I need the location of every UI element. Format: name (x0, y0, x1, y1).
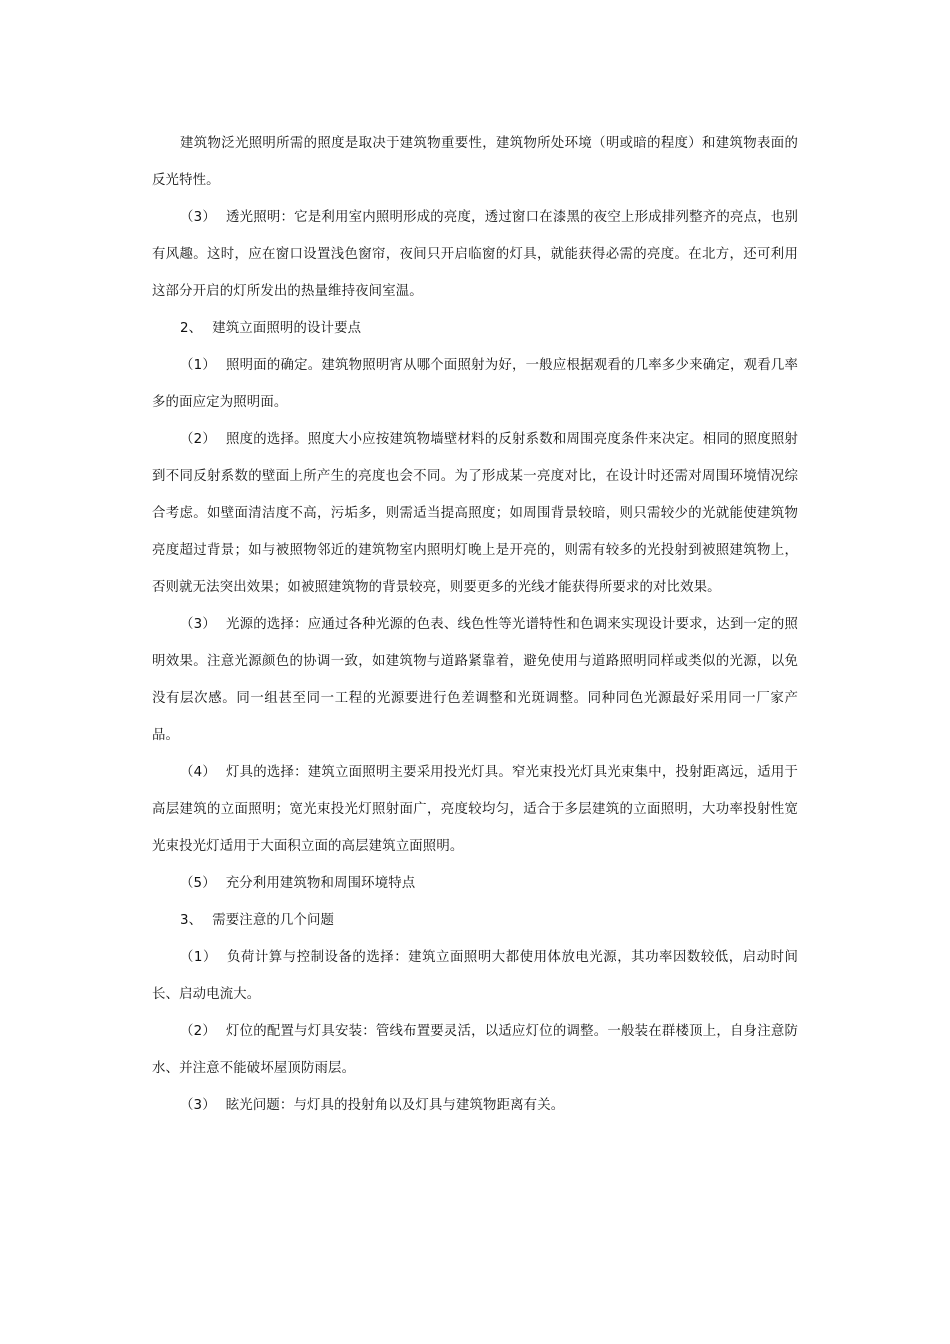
paragraph-number: （4） (180, 765, 216, 780)
paragraph-number: （3） (180, 210, 216, 225)
paragraph-number: （3） (180, 1098, 216, 1113)
section-heading-issues (152, 902, 798, 939)
paragraph-text: 照明面的确定。建筑物照明宵从哪个面照射为好，一般应根据观看的几率多少来确定，观看几率多的面应定为照明面。 (152, 358, 798, 410)
paragraph-text: 透光照明：它是利用室内照明形成的亮度，透过窗口在漆黑的夜空上形成排列整齐的亮点，也别有风趣。这时，应在窗口设置浅色窗帘，夜间只开启临窗的灯具，就能获得必需的亮度。在北方，还可利用这部分开启的灯所发出的热量维持夜间室温。 (152, 210, 798, 299)
paragraph-number: （2） (180, 432, 216, 447)
paragraph-glare-issue (152, 1087, 798, 1124)
paragraph-number: （2） (180, 1024, 216, 1039)
paragraph-text: 充分利用建筑物和周围环境特点 (225, 876, 416, 891)
paragraph-luminaire-selection (152, 754, 798, 865)
paragraph-transmitted-lighting (152, 199, 798, 310)
paragraph-text: 建筑物泛光照明所需的照度是取决于建筑物重要性，建筑物所处环境（明或暗的程度）和建筑物表面的反光特性。 (152, 136, 798, 188)
paragraph-lamp-placement (152, 1013, 798, 1087)
section-title: 需要注意的几个问题 (212, 913, 335, 928)
paragraph-number: （3） (180, 617, 216, 632)
paragraph-illuminance-selection (152, 421, 798, 606)
section-number: 2、 (180, 321, 203, 336)
paragraph-text: 灯具的选择：建筑立面照明主要采用投光灯具。窄光束投光灯具光束集中，投射距离远，适用于高层建筑的立面照明；宽光束投光灯照射面广，亮度较均匀，适合于多层建筑的立面照明，大功率投射性宽光束投光灯适用于大面积立面的高层建筑立面照明。 (152, 765, 798, 854)
paragraph-text: 灯位的配置与灯具安装：管线布置要灵活，以适应灯位的调整。一般装在群楼顶上，自身注意防水、并注意不能破坏屋顶防雨层。 (152, 1024, 798, 1076)
section-heading-design-points (152, 310, 798, 347)
section-number: 3、 (180, 913, 203, 928)
paragraph-text: 照度的选择。照度大小应按建筑物墙壁材料的反射系数和周围亮度条件来决定。相同的照度照射到不同反射系数的壁面上所产生的亮度也会不同。为了形成某一亮度对比，在设计时还需对周围环境情况综合考虑。如壁面清洁度不高，污垢多，则需适当提高照度；如周围背景较暗，则只需较少的光就能使建筑物亮度超过背景；如与被照物邻近的建筑物室内照明灯晚上是开亮的，则需有较多的光投射到被照建筑物上，否则就无法突出效果；如被照建筑物的背景较亮，则要更多的光线才能获得所要求的对比效果。 (152, 432, 798, 595)
paragraph-text: 负荷计算与控制设备的选择：建筑立面照明大都使用体放电光源，其功率因数较低，启动时间长、启动电流大。 (152, 950, 798, 1002)
paragraph-floodlight-illuminance (152, 125, 798, 199)
paragraph-environment-features (152, 865, 798, 902)
paragraph-number: （5） (180, 876, 216, 891)
paragraph-lit-surface (152, 347, 798, 421)
section-title: 建筑立面照明的设计要点 (212, 321, 362, 336)
document-body (152, 125, 798, 1124)
paragraph-text: 眩光问题：与灯具的投射角以及灯具与建筑物距离有关。 (225, 1098, 565, 1113)
paragraph-number: （1） (180, 358, 216, 373)
paragraph-light-source-selection (152, 606, 798, 754)
paragraph-text: 光源的选择：应通过各种光源的色表、线色性等光谱特性和色调来实现设计要求，达到一定的照明效果。注意光源颜色的协调一致，如建筑物与道路紧靠着，避免使用与道路照明同样或类似的光源，以免没有层次感。同一组甚至同一工程的光源要进行色差调整和光斑调整。同种同色光源最好采用同一厂家产品。 (152, 617, 798, 743)
paragraph-number: （1） (180, 950, 217, 965)
paragraph-load-calculation (152, 939, 798, 1013)
